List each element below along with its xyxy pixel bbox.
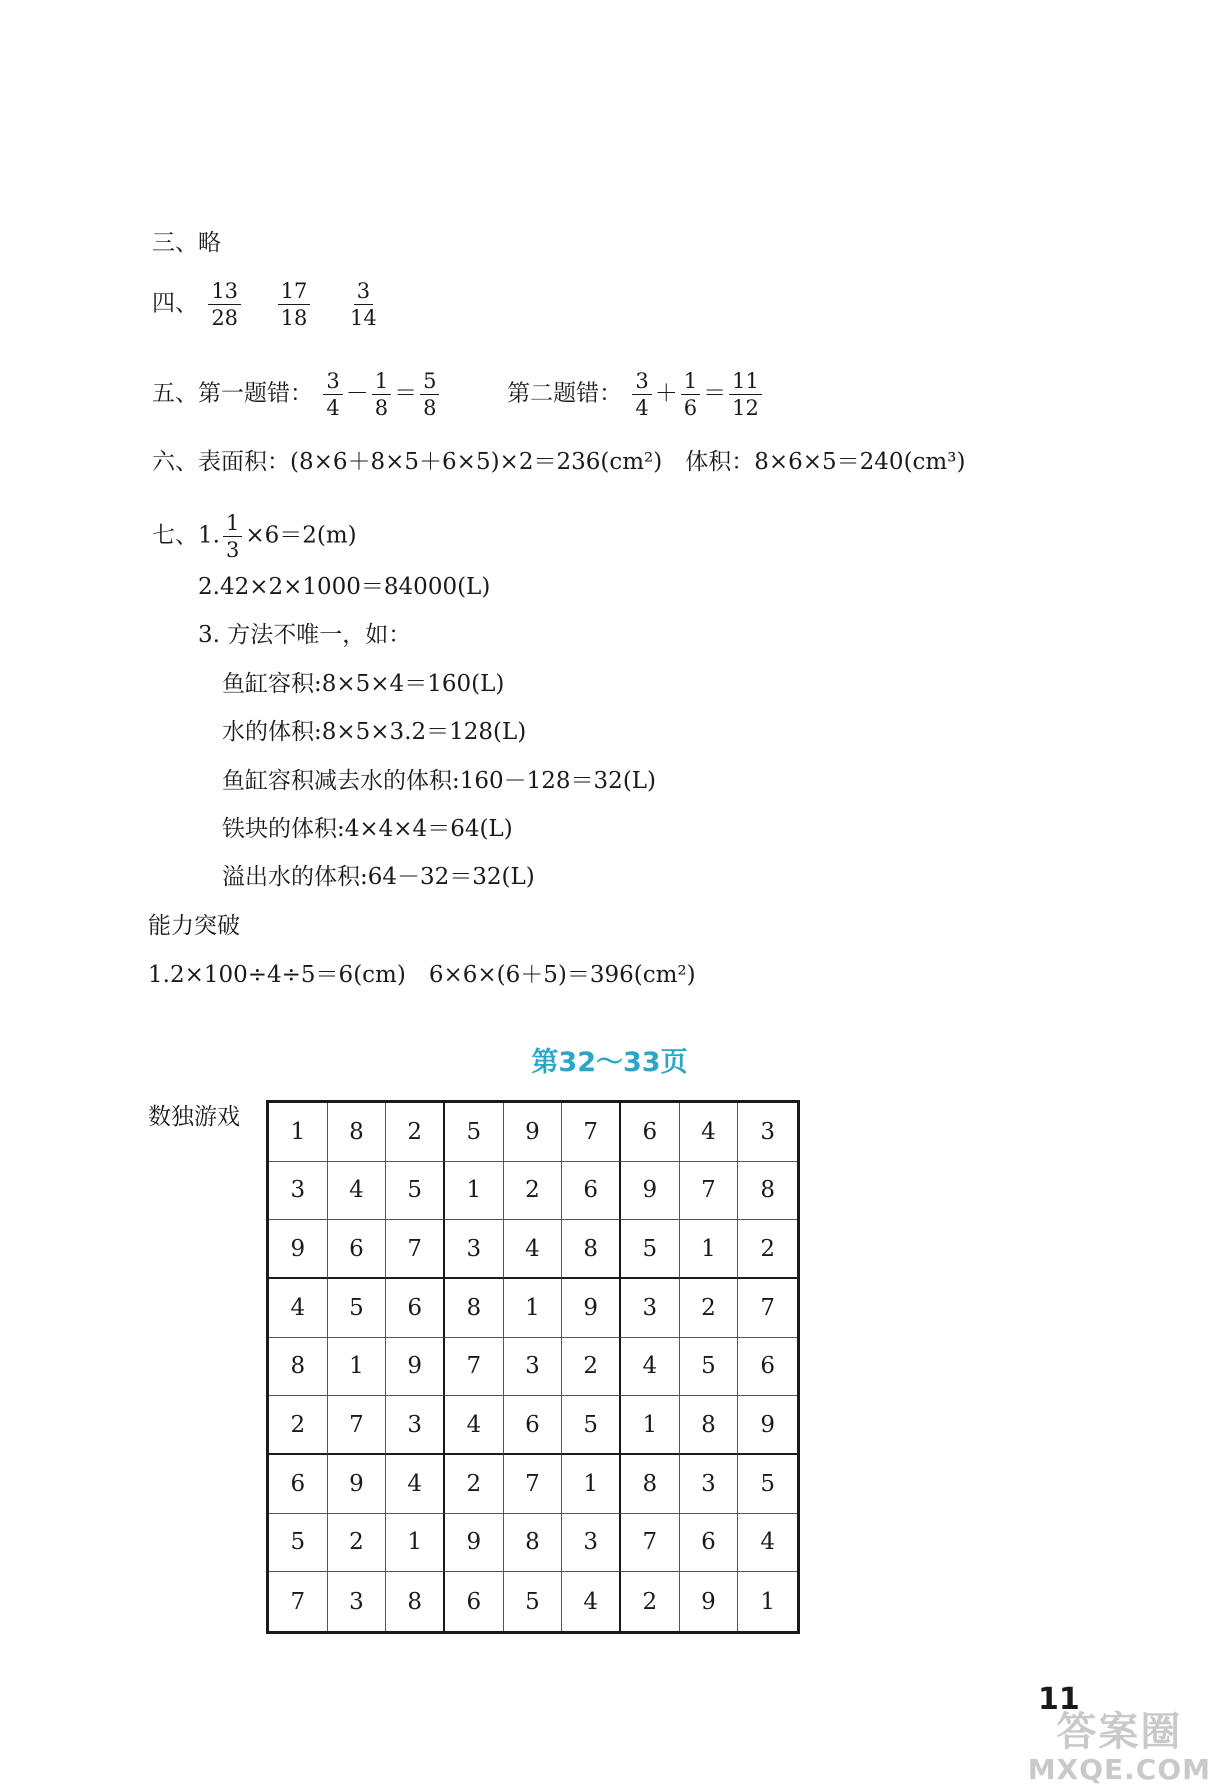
sudoku-cell: 2 [386,1103,445,1162]
fraction: $\frac{1}{3}$ [223,510,242,563]
sudoku-cell: 9 [680,1572,739,1631]
sudoku-cell: 8 [445,1279,504,1338]
sudoku-cell: 5 [328,1279,387,1338]
section-title: 第32～33页 [531,1047,688,1078]
sudoku-cell: 9 [621,1162,680,1221]
sudoku-cell: 7 [386,1220,445,1279]
sudoku-cell: 8 [386,1572,445,1631]
watermark-logo: 答案圈 MXQE.COM [1027,1709,1211,1786]
sudoku-cell: 7 [562,1103,621,1162]
sudoku-cell: 4 [562,1572,621,1631]
sudoku-cell: 9 [738,1396,797,1455]
sudoku-cell: 3 [621,1279,680,1338]
sudoku-cell: 1 [328,1338,387,1397]
sudoku-cell: 5 [386,1162,445,1221]
sudoku-cell: 4 [680,1103,739,1162]
sudoku-cell: 1 [386,1514,445,1573]
sudoku-cell: 4 [328,1162,387,1221]
sudoku-cell: 9 [328,1455,387,1514]
sudoku-cell: 1 [680,1220,739,1279]
sudoku-cell: 4 [738,1514,797,1573]
sudoku-cell: 6 [269,1455,328,1514]
sudoku-cell: 2 [738,1220,797,1279]
answer-3: 三、略 [152,230,221,256]
sudoku-cell: 7 [445,1338,504,1397]
ability-title: 能力突破 [148,913,240,939]
sudoku-cell: 5 [621,1220,680,1279]
page-number: 11 [1038,1682,1080,1717]
sudoku-cell: 5 [269,1514,328,1573]
sudoku-cell: 3 [328,1572,387,1631]
sudoku-cell: 8 [621,1455,680,1514]
sudoku-cell: 6 [504,1396,563,1455]
sudoku-cell: 9 [269,1220,328,1279]
fraction: $\frac{17}{18}$ [278,278,311,331]
sudoku-cell: 5 [445,1103,504,1162]
sudoku-cell: 4 [445,1396,504,1455]
sudoku-cell: 7 [621,1514,680,1573]
answer-4 [152,278,383,331]
fraction: $\frac{1}{8}$ [372,368,391,421]
fraction: $\frac{1}{6}$ [681,368,700,421]
sudoku-cell: 3 [445,1220,504,1279]
sudoku-cell: 5 [738,1455,797,1514]
sudoku-cell: 6 [386,1279,445,1338]
fraction: $\frac{3}{4}$ [632,368,651,421]
sudoku-cell: 4 [504,1220,563,1279]
answer-5-prefix: 五、第一题错： [152,380,313,407]
sudoku-cell: 1 [269,1103,328,1162]
sudoku-cell: 5 [562,1396,621,1455]
sudoku-cell: 4 [269,1279,328,1338]
sudoku-cell: 2 [269,1396,328,1455]
sudoku-cell: 2 [504,1162,563,1221]
sudoku-cell: 1 [621,1396,680,1455]
sudoku-cell: 1 [562,1455,621,1514]
answer-7-3: 3. 方法不唯一，如： [198,622,412,648]
sudoku-cell: 6 [328,1220,387,1279]
sudoku-cell: 9 [386,1338,445,1397]
calc-line: 铁块的体积:4×4×4＝64(L) [222,816,513,842]
sudoku-cell: 8 [269,1338,328,1397]
sudoku-cell: 8 [680,1396,739,1455]
sudoku-cell: 7 [328,1396,387,1455]
sudoku-cell: 3 [386,1396,445,1455]
sudoku-cell: 6 [680,1514,739,1573]
fraction: $\frac{13}{28}$ [208,278,241,331]
sudoku-cell: 1 [445,1162,504,1221]
sudoku-cell: 6 [621,1103,680,1162]
sudoku-cell: 7 [504,1455,563,1514]
answer-7-1: 七、1. $\frac{1}{3}$ ×6＝2(m) [152,511,357,562]
sudoku-cell: 5 [504,1572,563,1631]
sudoku-cell: 8 [504,1514,563,1573]
sudoku-cell: 9 [504,1103,563,1162]
calc-line: 水的体积:8×5×3.2＝128(L) [222,719,527,745]
sudoku-cell: 8 [738,1162,797,1221]
fraction: $\frac{3}{14}$ [350,279,377,330]
sudoku-cell: 6 [562,1162,621,1221]
sudoku-cell: 4 [386,1455,445,1514]
sudoku-cell: 6 [738,1338,797,1397]
sudoku-cell: 2 [562,1338,621,1397]
sudoku-cell: 3 [562,1514,621,1573]
fraction: $\frac{11}{12}$ [729,368,762,421]
sudoku-cell: 7 [738,1279,797,1338]
answer-4-prefix: 四、 [152,290,198,317]
sudoku-cell: 2 [445,1455,504,1514]
sudoku-cell: 3 [738,1103,797,1162]
sudoku-cell: 2 [680,1279,739,1338]
sudoku-cell: 3 [680,1455,739,1514]
answer-5: 五、第一题错： $\frac{3}{4}$ － $\frac{1}{8}$ ＝ $\frac{5}{8}$ 第二题错： $\frac{3}{4}$ ＋ $\frac{1}{6}$ ＝ $\frac{11}{12}$ [152,368,765,421]
sudoku-cell: 5 [680,1338,739,1397]
sudoku-cell: 1 [504,1279,563,1338]
sudoku-cell: 3 [504,1338,563,1397]
sudoku-cell: 6 [445,1572,504,1631]
sudoku-cell: 3 [269,1162,328,1221]
sudoku-cell: 1 [760,1588,775,1615]
calc-line: 鱼缸容积减去水的体积:160－128＝32(L) [222,768,657,794]
sudoku-cell: 9 [562,1279,621,1338]
sudoku-grid [266,1100,800,1634]
calc-line: 鱼缸容积:8×5×4＝160(L) [222,671,505,697]
sudoku-cell: 8 [562,1220,621,1279]
fraction: $\frac{3}{4}$ [323,368,342,421]
sudoku-cell: 8 [328,1103,387,1162]
ability-answer: 1.2×100÷4÷5＝6(cm) 6×6×(6＋5)＝396(cm²) [148,962,696,988]
answer-5-mid: 第二题错： [507,380,623,407]
sudoku-cell: 7 [680,1162,739,1221]
answer-7-2: 2.42×2×1000＝84000(L) [198,574,491,600]
sudoku-label: 数独游戏 [148,1104,240,1130]
sudoku-cell: 9 [445,1514,504,1573]
sudoku-cell: 2 [328,1514,387,1573]
sudoku-cell: 2 [621,1572,680,1631]
sudoku-cell: 7 [269,1572,328,1631]
sudoku-cell: 4 [621,1338,680,1397]
answer-6: 六、表面积：(8×6＋8×5＋6×5)×2＝236(cm²) 体积：8×6×5＝240(cm³) [152,449,966,475]
calc-line: 溢出水的体积:64－32＝32(L) [222,864,535,890]
fraction: $\frac{5}{8}$ [420,368,439,421]
